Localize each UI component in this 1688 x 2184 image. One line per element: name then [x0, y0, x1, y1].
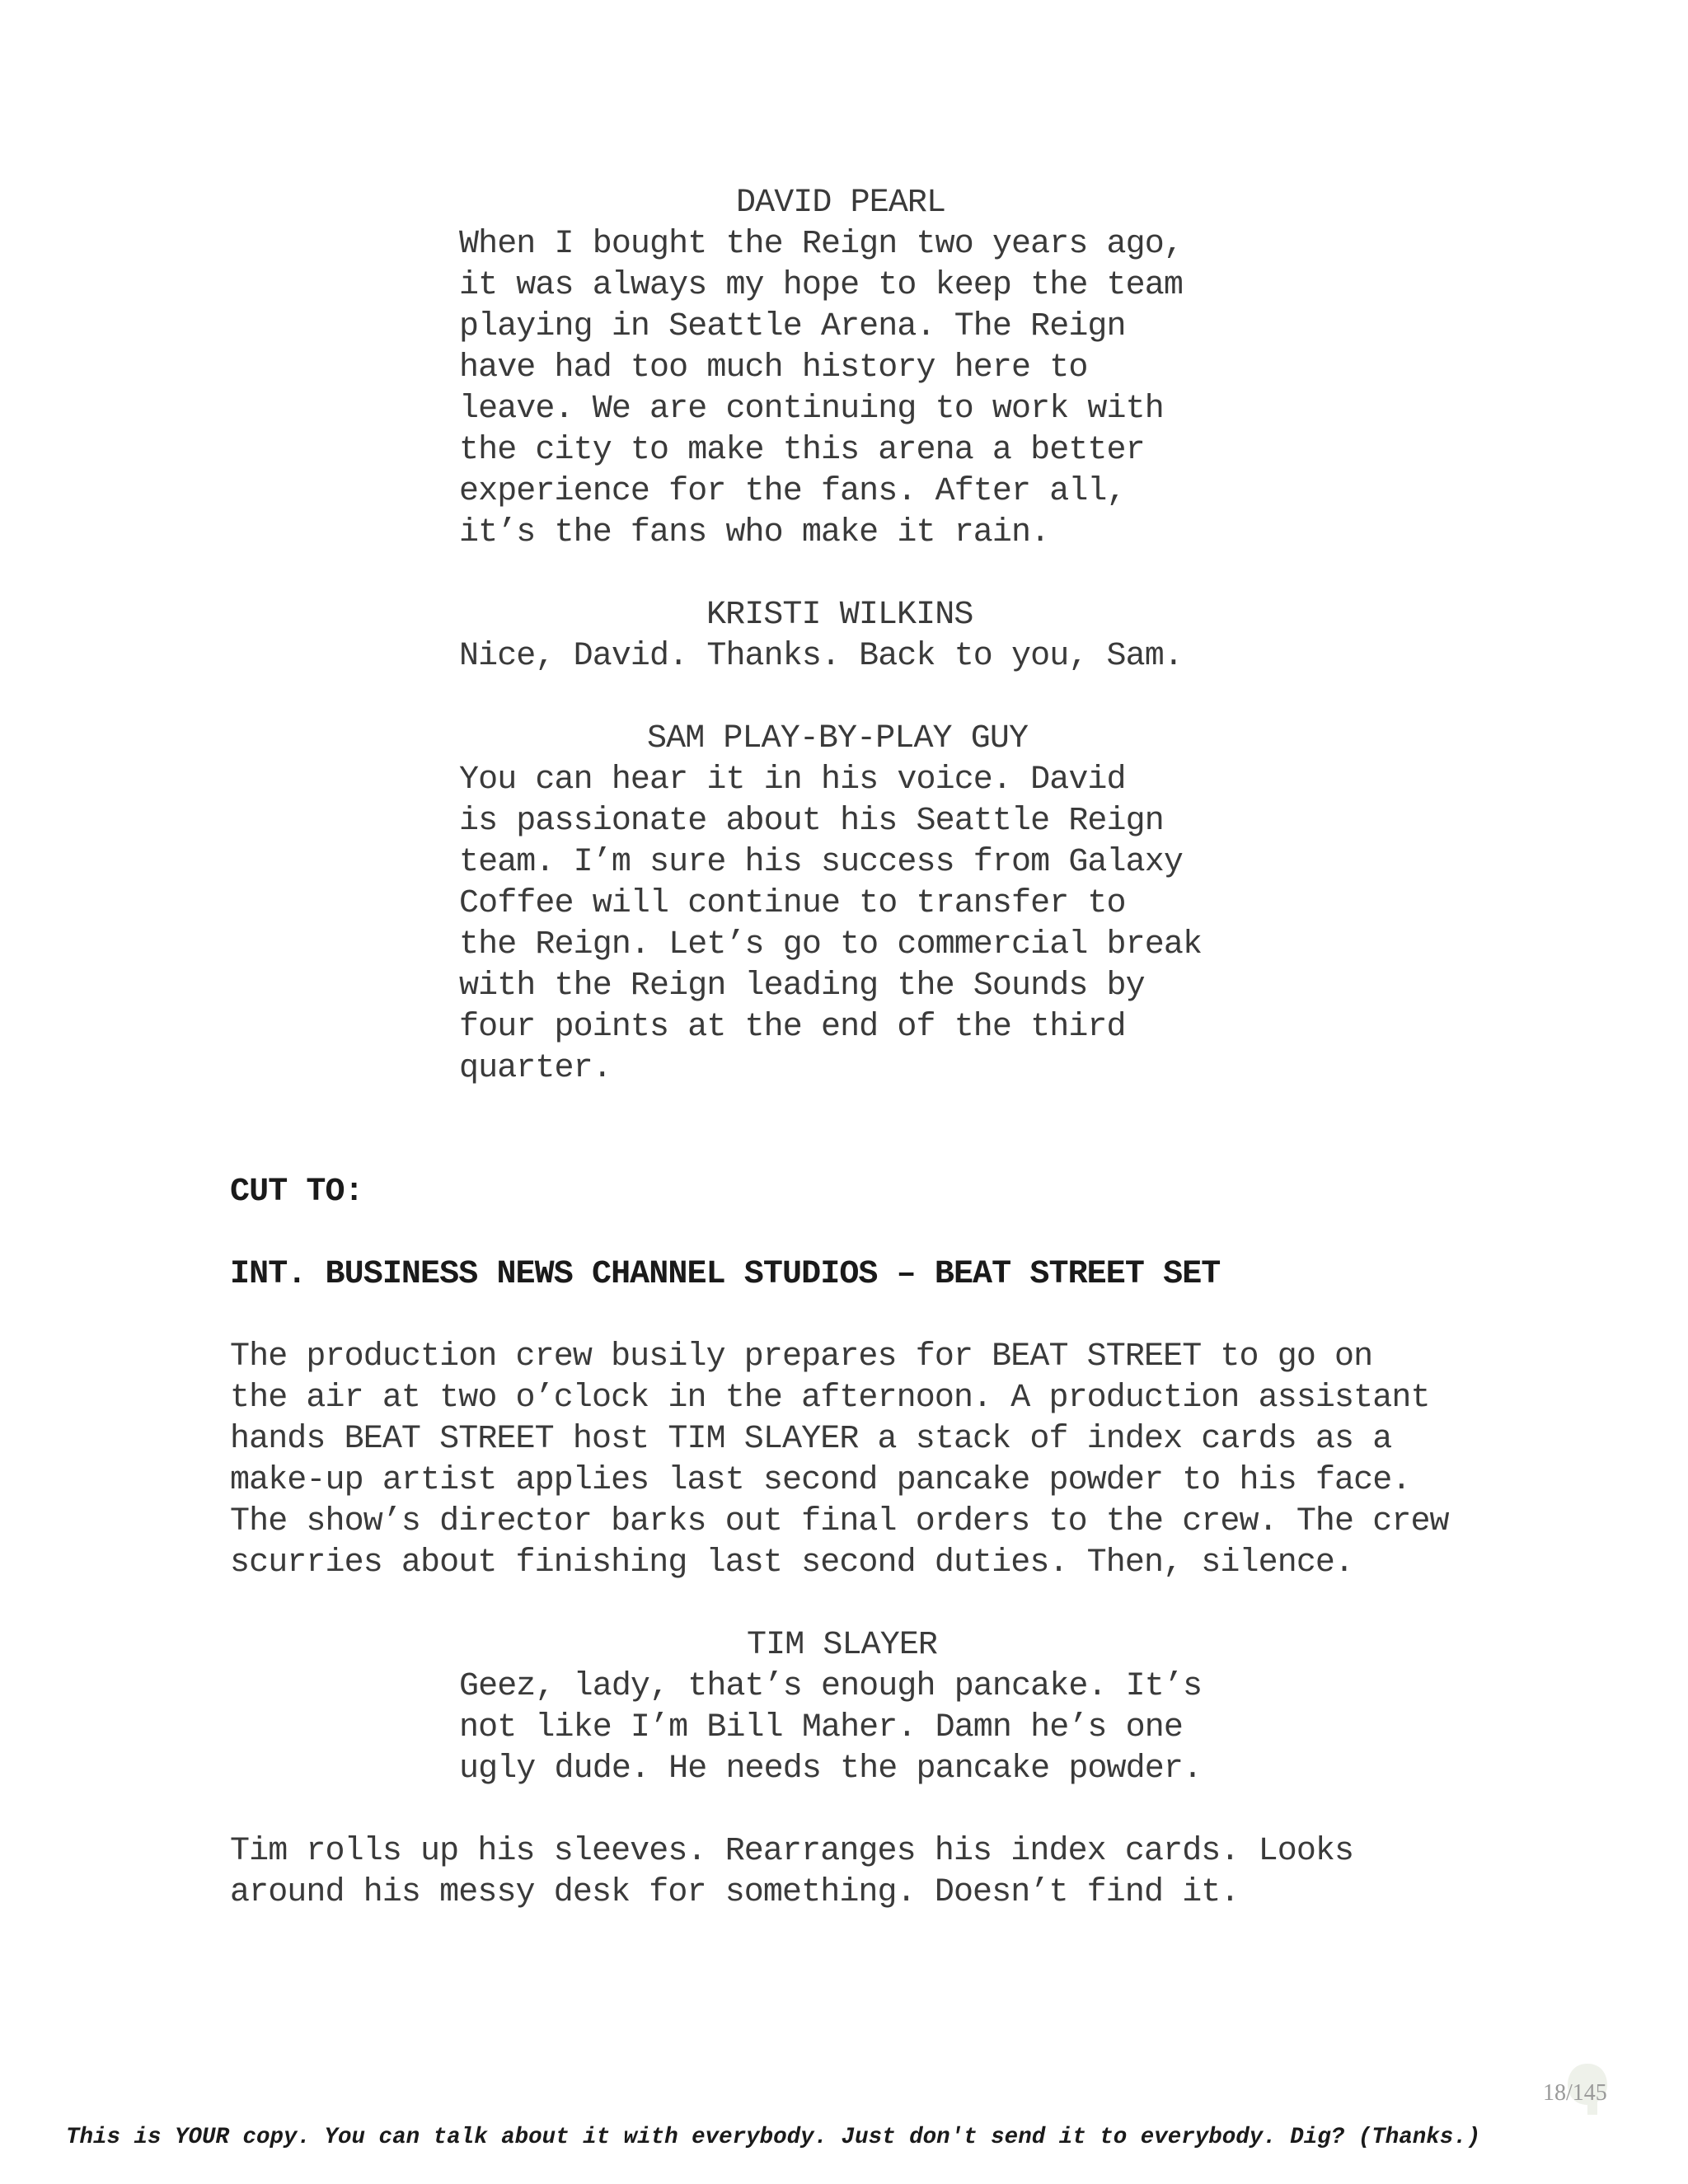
- action-line: The production crew busily prepares for BEAT STREET to go on: [230, 1338, 1373, 1376]
- dialogue-line: four points at the end of the third: [459, 1009, 1126, 1046]
- dialogue-line: Coffee will continue to transfer to: [459, 885, 1126, 922]
- dialogue-line: quarter.: [459, 1050, 612, 1087]
- dialogue-line: is passionate about his Seattle Reign: [459, 803, 1164, 840]
- action-line: make-up artist applies last second pancake powder to his face.: [230, 1462, 1411, 1499]
- footer-disclaimer: This is YOUR copy. You can talk about it with everybody. Just don't send it to everybody. Dig? (Thanks.): [66, 2125, 1481, 2150]
- dialogue-line: experience for the fans. After all,: [459, 473, 1126, 510]
- dialogue-line: the city to make this arena a better: [459, 432, 1145, 469]
- action-line: around his messy desk for something. Doesn’t find it.: [230, 1874, 1240, 1911]
- character-cue-david-pearl: DAVID PEARL: [736, 185, 946, 222]
- dialogue-line: the Reign. Let’s go to commercial break: [459, 926, 1203, 963]
- transition-cut-to: CUT TO:: [230, 1174, 363, 1211]
- character-cue-tim-slayer: TIM SLAYER: [747, 1627, 938, 1664]
- dialogue-line: Geez, lady, that’s enough pancake. It’s: [459, 1668, 1203, 1705]
- dialogue-line: team. I’m sure his success from Galaxy: [459, 844, 1183, 881]
- dialogue-line: ugly dude. He needs the pancake powder.: [459, 1750, 1203, 1788]
- dialogue-line: You can hear it in his voice. David: [459, 762, 1126, 799]
- action-line: scurries about finishing last second duties. Then, silence.: [230, 1544, 1354, 1582]
- dialogue-line: leave. We are continuing to work with: [459, 391, 1164, 428]
- dialogue-line: with the Reign leading the Sounds by: [459, 968, 1145, 1005]
- action-line: Tim rolls up his sleeves. Rearranges his index cards. Looks: [230, 1833, 1354, 1870]
- dialogue-line: not like I’m Bill Maher. Damn he’s one: [459, 1709, 1183, 1746]
- page-number: 18/145: [1543, 2080, 1607, 2106]
- dialogue-line: When I bought the Reign two years ago,: [459, 226, 1183, 263]
- character-cue-kristi-wilkins: KRISTI WILKINS: [706, 597, 973, 634]
- dialogue-line: playing in Seattle Arena. The Reign: [459, 308, 1126, 345]
- dialogue-kristi-wilkins: Nice, David. Thanks. Back to you, Sam.: [459, 638, 1183, 675]
- scene-heading: INT. BUSINESS NEWS CHANNEL STUDIOS – BEAT STREET SET: [230, 1256, 1221, 1293]
- dialogue-line: it’s the fans who make it rain.: [459, 514, 1050, 551]
- dialogue-line: have had too much history here to: [459, 349, 1088, 387]
- action-line: The show’s director barks out final orders to the crew. The crew: [230, 1503, 1449, 1540]
- action-line: hands BEAT STREET host TIM SLAYER a stack of index cards as a: [230, 1421, 1392, 1458]
- dialogue-line: it was always my hope to keep the team: [459, 267, 1183, 304]
- character-cue-sam: SAM PLAY-BY-PLAY GUY: [647, 720, 1029, 757]
- action-line: the air at two o’clock in the afternoon. A production assistant: [230, 1380, 1430, 1417]
